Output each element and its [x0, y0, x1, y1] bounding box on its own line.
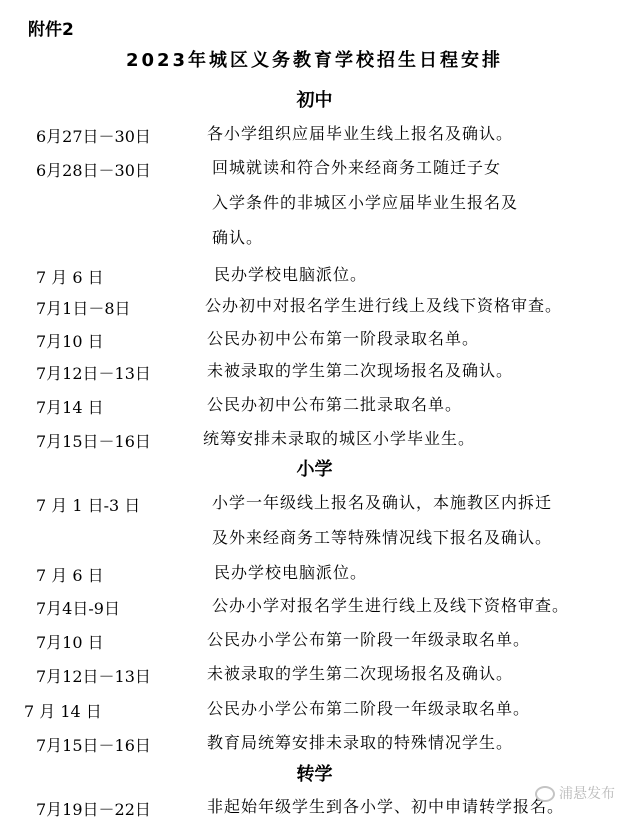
schedule-description: 公民办初中公布第二批录取名单。 — [207, 395, 463, 414]
schedule-date: 7月12日－13日 — [36, 364, 151, 383]
schedule-date: 7 月 14 日 — [24, 702, 102, 721]
schedule-description: 公民办小学公布第二阶段一年级录取名单。 — [207, 699, 531, 718]
schedule-date: 7月1日－8日 — [36, 299, 131, 318]
schedule-description: 确认。 — [212, 228, 264, 247]
schedule-date: 7月15日－16日 — [36, 432, 151, 451]
schedule-description: 公办小学对报名学生进行线上及线下资格审查。 — [212, 596, 570, 615]
schedule-date: 7月10 日 — [36, 332, 104, 351]
schedule-description: 教育局统筹安排未录取的特殊情况学生。 — [207, 733, 514, 752]
section-heading: 初中 — [296, 90, 333, 111]
schedule-date: 7 月 6 日 — [36, 268, 104, 287]
schedule-description: 入学条件的非城区小学应届毕业生报名及 — [212, 193, 519, 212]
schedule-description: 公办初中对报名学生进行线上及线下资格审查。 — [205, 296, 563, 315]
schedule-description: 各小学组织应届毕业生线上报名及确认。 — [207, 124, 514, 143]
schedule-description: 民办学校电脑派位。 — [214, 563, 368, 582]
section-heading: 小学 — [296, 459, 333, 480]
schedule-date: 7月12日－13日 — [36, 667, 151, 686]
schedule-date: 7月14 日 — [36, 398, 104, 417]
schedule-date: 7月15日－16日 — [36, 736, 151, 755]
schedule-description: 未被录取的学生第二次现场报名及确认。 — [207, 361, 514, 380]
schedule-description: 民办学校电脑派位。 — [214, 265, 368, 284]
schedule-description: 公民办初中公布第一阶段录取名单。 — [207, 329, 480, 348]
schedule-description: 非起始年级学生到各小学、初中申请转学报名。 — [207, 797, 565, 816]
watermark-text: 浦悬发布 — [559, 786, 615, 802]
schedule-date: 7 月 6 日 — [36, 566, 104, 585]
schedule-date: 7 月 1 日-3 日 — [36, 496, 141, 515]
schedule-description: 及外来经商务工等特殊情况线下报名及确认。 — [212, 528, 553, 547]
wechat-icon — [535, 786, 555, 802]
schedule-date: 6月28日－30日 — [36, 161, 151, 180]
schedule-description: 小学一年级线上报名及确认，本施教区内拆迁 — [212, 493, 553, 512]
watermark — [535, 783, 615, 803]
section-heading: 转学 — [296, 764, 333, 785]
page-title: 2023年城区义务教育学校招生日程安排 — [125, 50, 504, 71]
schedule-description: 公民办小学公布第一阶段一年级录取名单。 — [207, 630, 531, 649]
schedule-date: 6月27日－30日 — [36, 127, 151, 146]
schedule-description: 未被录取的学生第二次现场报名及确认。 — [207, 664, 514, 683]
schedule-date: 7月4日-9日 — [36, 599, 120, 618]
schedule-description: 回城就读和符合外来经商务工随迁子女 — [212, 158, 502, 177]
schedule-date: 7月19日－22日 — [36, 800, 151, 819]
schedule-description: 统筹安排未录取的城区小学毕业生。 — [203, 429, 476, 448]
schedule-date: 7月10 日 — [36, 633, 104, 652]
attachment-label: 附件2 — [28, 20, 74, 40]
